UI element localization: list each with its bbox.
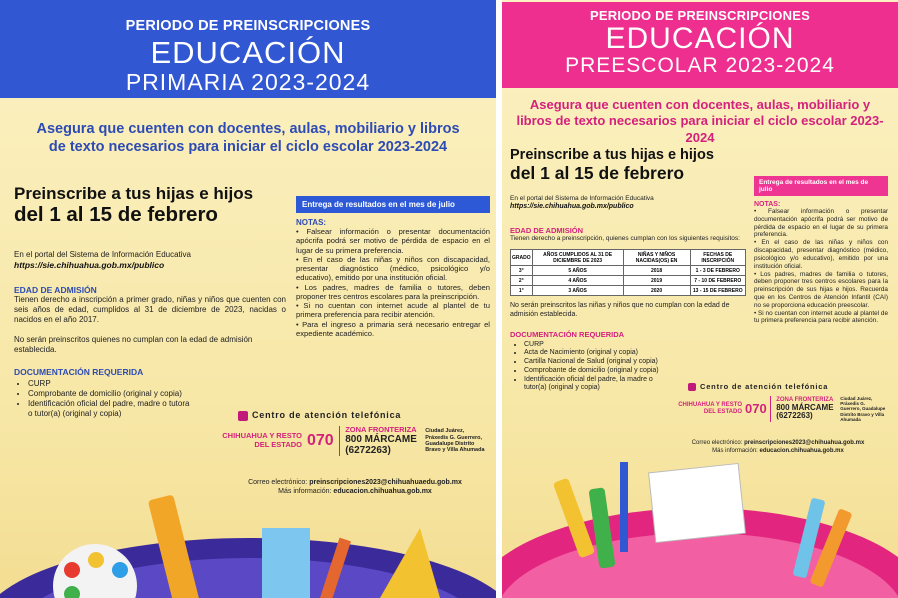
table-cell: 2019 xyxy=(623,276,690,286)
phone-title: Centro de atención telefónica xyxy=(700,382,829,391)
note-item: • Falsear información o presentar documentación apócrifa podrá ser motivo de pérdida de espacio en el lugar de su primera preferencia. xyxy=(296,227,490,255)
doc-item: • Identificación oficial del padre, madre o tutora o tutor(a) (original y copia) xyxy=(28,399,193,419)
info-label: Más información: xyxy=(278,488,332,496)
email-address[interactable]: preinscripciones2023@chihuahua.gob.mx xyxy=(744,440,865,446)
note-item: • Si no cuentan con internet acude al plantel de tu primera preferencia para recibir atención. xyxy=(296,301,490,320)
level-subtitle: PREESCOLAR 2023-2024 xyxy=(565,54,835,77)
phone-title: Centro de atención telefónica xyxy=(252,410,402,420)
headline xyxy=(14,185,253,226)
table-cell: 3° xyxy=(511,266,533,276)
doc-item: • Cartilla Nacional de Salud (original y copia) xyxy=(524,358,748,367)
contact-info xyxy=(662,439,894,455)
portal-text: En el portal del Sistema de Información Educativa xyxy=(14,250,191,259)
table-cell: 2020 xyxy=(623,286,690,296)
headline-line2: del 1 al 15 de febrero xyxy=(510,162,685,183)
header-banner xyxy=(0,0,496,98)
phone-800[interactable]: 800 MÁRCAME (6272263) xyxy=(345,434,417,457)
right-column xyxy=(296,196,490,338)
doc-item: • Acta de Nacimiento (original y copia) xyxy=(524,349,748,358)
zona-label: ZONA FRONTERIZA xyxy=(776,396,834,403)
table-header: NIÑAS Y NIÑOS NACIDAS(OS) EN xyxy=(623,250,690,266)
no-admit-text: No serán preinscritos quienes no cumplan con la edad de admisión establecida. xyxy=(14,334,253,354)
table-cell: 13 - 15 DE FEBRERO xyxy=(690,286,745,296)
note-item: • Los padres, madres de familia o tutores, deben proponer tres centros escolares para la preinscripción de sus hijas e hijos. Recuerda que en los Centros de Atención Infantil (CAI) no se proporciona educación preescolar. xyxy=(754,270,888,309)
age-text: Tienen derecho a preinscripción, quienes cumplan con los siguientes requisitos: xyxy=(510,234,740,242)
period-title: PERIODO DE PREINSCRIPCIONES xyxy=(590,8,810,23)
docs-title: DOCUMENTACIÓN REQUERIDA xyxy=(14,366,144,377)
border-cities: Ciudad Juárez, Práxedis G. Guerrero, Guadalupe Distrito Bravo y Villa Ahumada xyxy=(425,428,485,454)
phone-800[interactable]: 800 MÁRCAME (6272263) xyxy=(776,402,834,421)
docs-title: DOCUMENTACIÓN REQUERIDA xyxy=(510,329,625,339)
table-cell: 5 AÑOS xyxy=(532,266,623,276)
phone-070[interactable]: 070 xyxy=(307,431,334,449)
zona-label: ZONA FRONTERIZA xyxy=(345,424,417,434)
left-column xyxy=(14,250,286,419)
paintbrush-icon xyxy=(620,462,628,552)
phone-center xyxy=(672,382,894,422)
note-item: • En el caso de las niñas y niños con discapacidad, presentar diagnóstico (médico, psicológico y/o educativo), emitido por una institución oficial. xyxy=(296,254,490,283)
phone-icon xyxy=(238,411,248,421)
table-cell: 2018 xyxy=(623,266,690,276)
info-link[interactable]: educacion.chihuahua.gob.mx xyxy=(333,488,432,496)
age-text: Tienen derecho a inscripción a primer grado, niñas y niños que cuenten con seis años de edad, cumplidos al 31 de diciembre de 2023, nacidas o nacidos en el año 2017. xyxy=(14,294,286,324)
email-address[interactable]: preinscripciones2023@chihuahuaedu.gob.mx xyxy=(309,479,462,486)
email-label: Correo electrónico: xyxy=(691,440,743,446)
left-column xyxy=(510,195,748,393)
poster-preescolar xyxy=(502,0,898,598)
level-subtitle: PRIMARIA 2023-2024 xyxy=(125,69,371,95)
table-row xyxy=(511,266,746,276)
school-supplies-illustration xyxy=(0,478,496,598)
table-cell: 4 AÑOS xyxy=(532,276,623,286)
doc-item: • Comprobante de domicilio (original y copia) xyxy=(524,367,748,376)
note-item: • Si no cuentan con internet acude al plantel de tu primera preferencia para recibir atención. xyxy=(754,309,888,325)
table-cell: 1 - 3 DE FEBRERO xyxy=(690,266,745,276)
notes-title: NOTAS: xyxy=(754,201,781,208)
info-link[interactable]: educacion.chihuahua.gob.mx xyxy=(759,448,844,455)
phone-icon xyxy=(688,383,696,391)
info-label: Más información: xyxy=(712,448,758,455)
table-header-row xyxy=(511,250,746,266)
note-item: • Falsear información o presentar documentación apócrifa podrá ser motivo de pérdida de espacio en el lugar de su primera preferencia. xyxy=(754,208,888,239)
results-banner: Entrega de resultados en el mes de julio xyxy=(754,176,888,196)
table-header: FECHAS DE INSCRIPCIÓN xyxy=(690,250,745,266)
main-title: EDUCACIÓN xyxy=(605,22,795,55)
main-title: EDUCACIÓN xyxy=(150,35,346,70)
right-column xyxy=(754,176,888,325)
note-item: • Para el ingreso a primaria será necesario entregar el expediente académico. xyxy=(296,319,490,338)
phone-center xyxy=(210,410,490,456)
table-header: GRADO xyxy=(511,250,533,266)
table-row xyxy=(511,276,746,286)
headline-line2: del 1 al 15 de febrero xyxy=(14,202,218,226)
note-item: • En el caso de las niñas y niños con discapacidad, presentar diagnóstico (médico, psicológico y/o educativo), emitido por una institución oficial. xyxy=(754,239,888,270)
headline-line1: Preinscribe a tus hijas e hijos xyxy=(14,184,254,203)
email-label: Correo electrónico: xyxy=(248,479,308,486)
portal-text: En el portal del Sistema de Información Educativa xyxy=(510,195,654,202)
table-cell: 2° xyxy=(511,276,533,286)
note-item: • Los padres, madres de familia o tutores, deben proponer tres centros escolares para la preinscripción. xyxy=(296,282,490,301)
tagline: Asegura que cuenten con docentes, aulas, mobiliario y libros de texto necesarios para iniciar el ciclo escolar 2023-2024 xyxy=(516,97,884,145)
headline-line1: Preinscribe a tus hijas e hijos xyxy=(510,147,714,163)
city-label: CHIHUAHUA Y RESTO DEL ESTADO xyxy=(222,431,302,449)
portal-url[interactable]: https://sie.chihuahua.gob.mx/publico xyxy=(14,260,165,270)
doc-item: • Comprobante de domicilio (original y copia) xyxy=(28,389,286,399)
age-table xyxy=(510,249,746,296)
school-supplies-illustration xyxy=(502,458,898,598)
doc-item: • CURP xyxy=(28,379,286,389)
tagline: Asegura que cuenten con docentes, aulas, mobiliario y libros de texto necesarios para iniciar el ciclo escolar 2023-2024 xyxy=(36,121,460,156)
table-cell: 3 AÑOS xyxy=(532,286,623,296)
header-banner xyxy=(502,2,898,88)
table-row xyxy=(511,286,746,296)
portal-url[interactable]: https://sie.chihuahua.gob.mx/publico xyxy=(510,203,634,211)
doc-item: • CURP xyxy=(524,341,748,350)
border-cities: Ciudad Juárez, Práxedis G. Guerrero, Guadalupe Distrito Bravo y Villa Ahumada xyxy=(840,396,886,422)
age-title: EDAD DE ADMISIÓN xyxy=(510,225,584,235)
notes-title: NOTAS: xyxy=(296,218,327,227)
table-cell: 1° xyxy=(511,286,533,296)
headline xyxy=(510,148,714,183)
notebook-icon xyxy=(262,528,310,598)
table-cell: 7 - 10 DE FEBRERO xyxy=(690,276,745,286)
results-banner: Entrega de resultados en el mes de julio xyxy=(296,196,490,213)
period-title: PERIODO DE PREINSCRIPCIONES xyxy=(125,18,371,34)
no-admit-text: No serán preinscritos las niñas y niños que no cumplan con la edad de admisión establecida. xyxy=(510,302,730,318)
age-title: EDAD DE ADMISIÓN xyxy=(14,284,97,295)
drawing-paper-icon xyxy=(649,463,746,542)
table-header: AÑOS CUMPLIDOS AL 31 DE DICIEMBRE DE 2023 xyxy=(532,250,623,266)
phone-070[interactable]: 070 xyxy=(745,401,767,417)
city-label: CHIHUAHUA Y RESTO DEL ESTADO xyxy=(678,402,742,415)
doc-item: • Identificación oficial del padre, la madre o tutor(a) (original y copia) xyxy=(524,376,674,394)
